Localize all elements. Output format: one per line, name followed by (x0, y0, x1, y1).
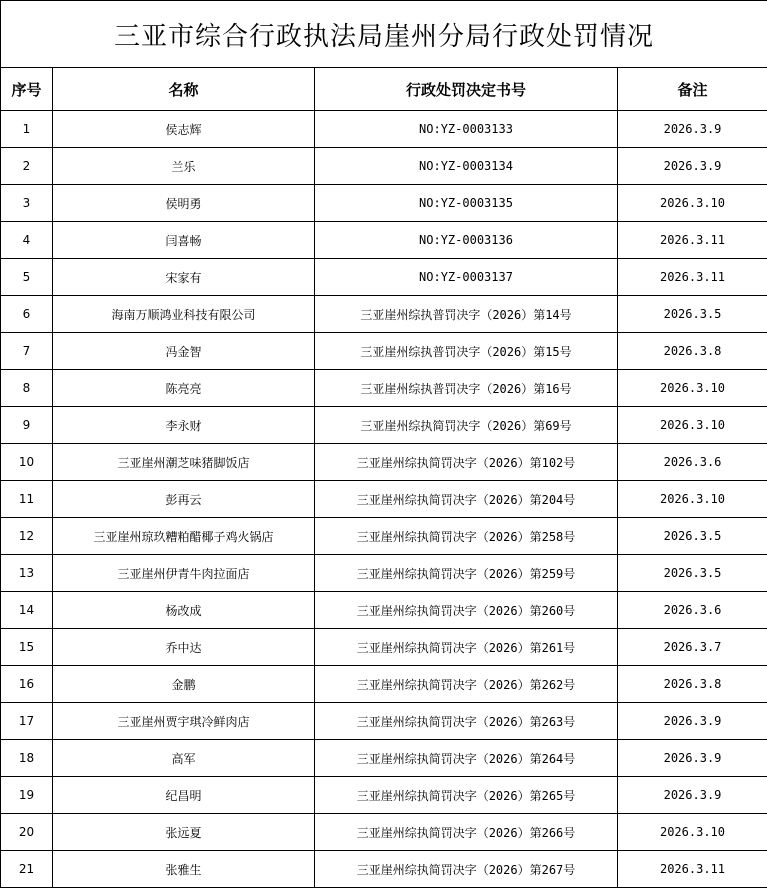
seq-cell: 9 (1, 407, 53, 444)
date-cell: 2026.3.10 (618, 481, 767, 518)
seq-cell: 4 (1, 222, 53, 259)
seq-cell: 12 (1, 518, 53, 555)
header-seq: 序号 (1, 68, 53, 111)
seq-cell: 17 (1, 703, 53, 740)
date-cell: 2026.3.9 (618, 111, 767, 148)
name-cell: 彭再云 (53, 481, 315, 518)
date-cell: 2026.3.11 (618, 851, 767, 888)
date-cell: 2026.3.9 (618, 740, 767, 777)
name-cell: 金鹏 (53, 666, 315, 703)
doc-cell: NO:YZ-0003137 (315, 259, 618, 296)
table-row (1, 370, 767, 407)
seq-cell: 1 (1, 111, 53, 148)
name-cell: 冯金智 (53, 333, 315, 370)
date-cell: 2026.3.10 (618, 185, 767, 222)
name-cell: 张远夏 (53, 814, 315, 851)
doc-cell: 三亚崖州综执简罚决字（2026）第264号 (315, 740, 618, 777)
doc-cell: 三亚崖州综执简罚决字（2026）第258号 (315, 518, 618, 555)
date-cell: 2026.3.6 (618, 592, 767, 629)
name-cell: 海南万顺鸿业科技有限公司 (53, 296, 315, 333)
seq-cell: 10 (1, 444, 53, 481)
name-cell: 李永财 (53, 407, 315, 444)
name-cell: 侯明勇 (53, 185, 315, 222)
table-row (1, 333, 767, 370)
table-row (1, 851, 767, 888)
name-cell: 张雅生 (53, 851, 315, 888)
seq-cell: 14 (1, 592, 53, 629)
table-row (1, 185, 767, 222)
table-row (1, 259, 767, 296)
doc-cell: 三亚崖州综执简罚决字（2026）第261号 (315, 629, 618, 666)
doc-cell: 三亚崖州综执简罚决字（2026）第262号 (315, 666, 618, 703)
seq-cell: 5 (1, 259, 53, 296)
date-cell: 2026.3.11 (618, 222, 767, 259)
doc-cell: 三亚崖州综执简罚决字（2026）第260号 (315, 592, 618, 629)
doc-cell: NO:YZ-0003135 (315, 185, 618, 222)
seq-cell: 11 (1, 481, 53, 518)
doc-cell: 三亚崖州综执简罚决字（2026）第263号 (315, 703, 618, 740)
header-row (1, 68, 767, 111)
date-cell: 2026.3.10 (618, 814, 767, 851)
table-row (1, 148, 767, 185)
name-cell: 三亚崖州伊青牛肉拉面店 (53, 555, 315, 592)
date-cell: 2026.3.7 (618, 629, 767, 666)
doc-cell: 三亚崖州综执普罚决字（2026）第16号 (315, 370, 618, 407)
doc-cell: 三亚崖州综执简罚决字（2026）第267号 (315, 851, 618, 888)
doc-cell: NO:YZ-0003133 (315, 111, 618, 148)
doc-cell: 三亚崖州综执简罚决字（2026）第266号 (315, 814, 618, 851)
date-cell: 2026.3.6 (618, 444, 767, 481)
seq-cell: 16 (1, 666, 53, 703)
seq-cell: 13 (1, 555, 53, 592)
seq-cell: 6 (1, 296, 53, 333)
date-cell: 2026.3.9 (618, 148, 767, 185)
name-cell: 高军 (53, 740, 315, 777)
table-row (1, 740, 767, 777)
seq-cell: 7 (1, 333, 53, 370)
doc-cell: NO:YZ-0003136 (315, 222, 618, 259)
seq-cell: 21 (1, 851, 53, 888)
date-cell: 2026.3.8 (618, 666, 767, 703)
seq-cell: 20 (1, 814, 53, 851)
table-row (1, 777, 767, 814)
table-row (1, 444, 767, 481)
date-cell: 2026.3.10 (618, 370, 767, 407)
date-cell: 2026.3.5 (618, 555, 767, 592)
name-cell: 陈亮亮 (53, 370, 315, 407)
name-cell: 纪昌明 (53, 777, 315, 814)
seq-cell: 2 (1, 148, 53, 185)
name-cell: 乔中达 (53, 629, 315, 666)
doc-cell: 三亚崖州综执简罚决字（2026）第204号 (315, 481, 618, 518)
table-row (1, 222, 767, 259)
doc-cell: 三亚崖州综执普罚决字（2026）第14号 (315, 296, 618, 333)
doc-cell: 三亚崖州综执简罚决字（2026）第265号 (315, 777, 618, 814)
date-cell: 2026.3.10 (618, 407, 767, 444)
date-cell: 2026.3.9 (618, 703, 767, 740)
header-doc: 行政处罚决定书号 (315, 68, 618, 111)
table-row (1, 111, 767, 148)
table-row (1, 629, 767, 666)
table-row (1, 481, 767, 518)
seq-cell: 8 (1, 370, 53, 407)
name-cell: 三亚崖州潮芝味猪脚饭店 (53, 444, 315, 481)
name-cell: 杨改成 (53, 592, 315, 629)
table-row (1, 555, 767, 592)
date-cell: 2026.3.9 (618, 777, 767, 814)
table-row (1, 703, 767, 740)
table-row (1, 592, 767, 629)
doc-cell: NO:YZ-0003134 (315, 148, 618, 185)
page-title: 三亚市综合行政执法局崖州分局行政处罚情况 (1, 1, 767, 68)
date-cell: 2026.3.5 (618, 296, 767, 333)
name-cell: 闫喜畅 (53, 222, 315, 259)
title-row (1, 1, 767, 68)
name-cell: 宋家有 (53, 259, 315, 296)
table-row (1, 518, 767, 555)
table-row (1, 407, 767, 444)
table-row (1, 666, 767, 703)
seq-cell: 15 (1, 629, 53, 666)
doc-cell: 三亚崖州综执简罚决字（2026）第102号 (315, 444, 618, 481)
doc-cell: 三亚崖州综执简罚决字（2026）第69号 (315, 407, 618, 444)
name-cell: 兰乐 (53, 148, 315, 185)
header-name: 名称 (53, 68, 315, 111)
seq-cell: 19 (1, 777, 53, 814)
doc-cell: 三亚崖州综执普罚决字（2026）第15号 (315, 333, 618, 370)
table-row (1, 814, 767, 851)
table-row (1, 296, 767, 333)
doc-cell: 三亚崖州综执简罚决字（2026）第259号 (315, 555, 618, 592)
header-note: 备注 (618, 68, 767, 111)
seq-cell: 3 (1, 185, 53, 222)
name-cell: 三亚崖州贾宇琪冷鲜肉店 (53, 703, 315, 740)
name-cell: 侯志辉 (53, 111, 315, 148)
date-cell: 2026.3.8 (618, 333, 767, 370)
date-cell: 2026.3.11 (618, 259, 767, 296)
name-cell: 三亚崖州琼玖糟粕醋椰子鸡火锅店 (53, 518, 315, 555)
seq-cell: 18 (1, 740, 53, 777)
date-cell: 2026.3.5 (618, 518, 767, 555)
